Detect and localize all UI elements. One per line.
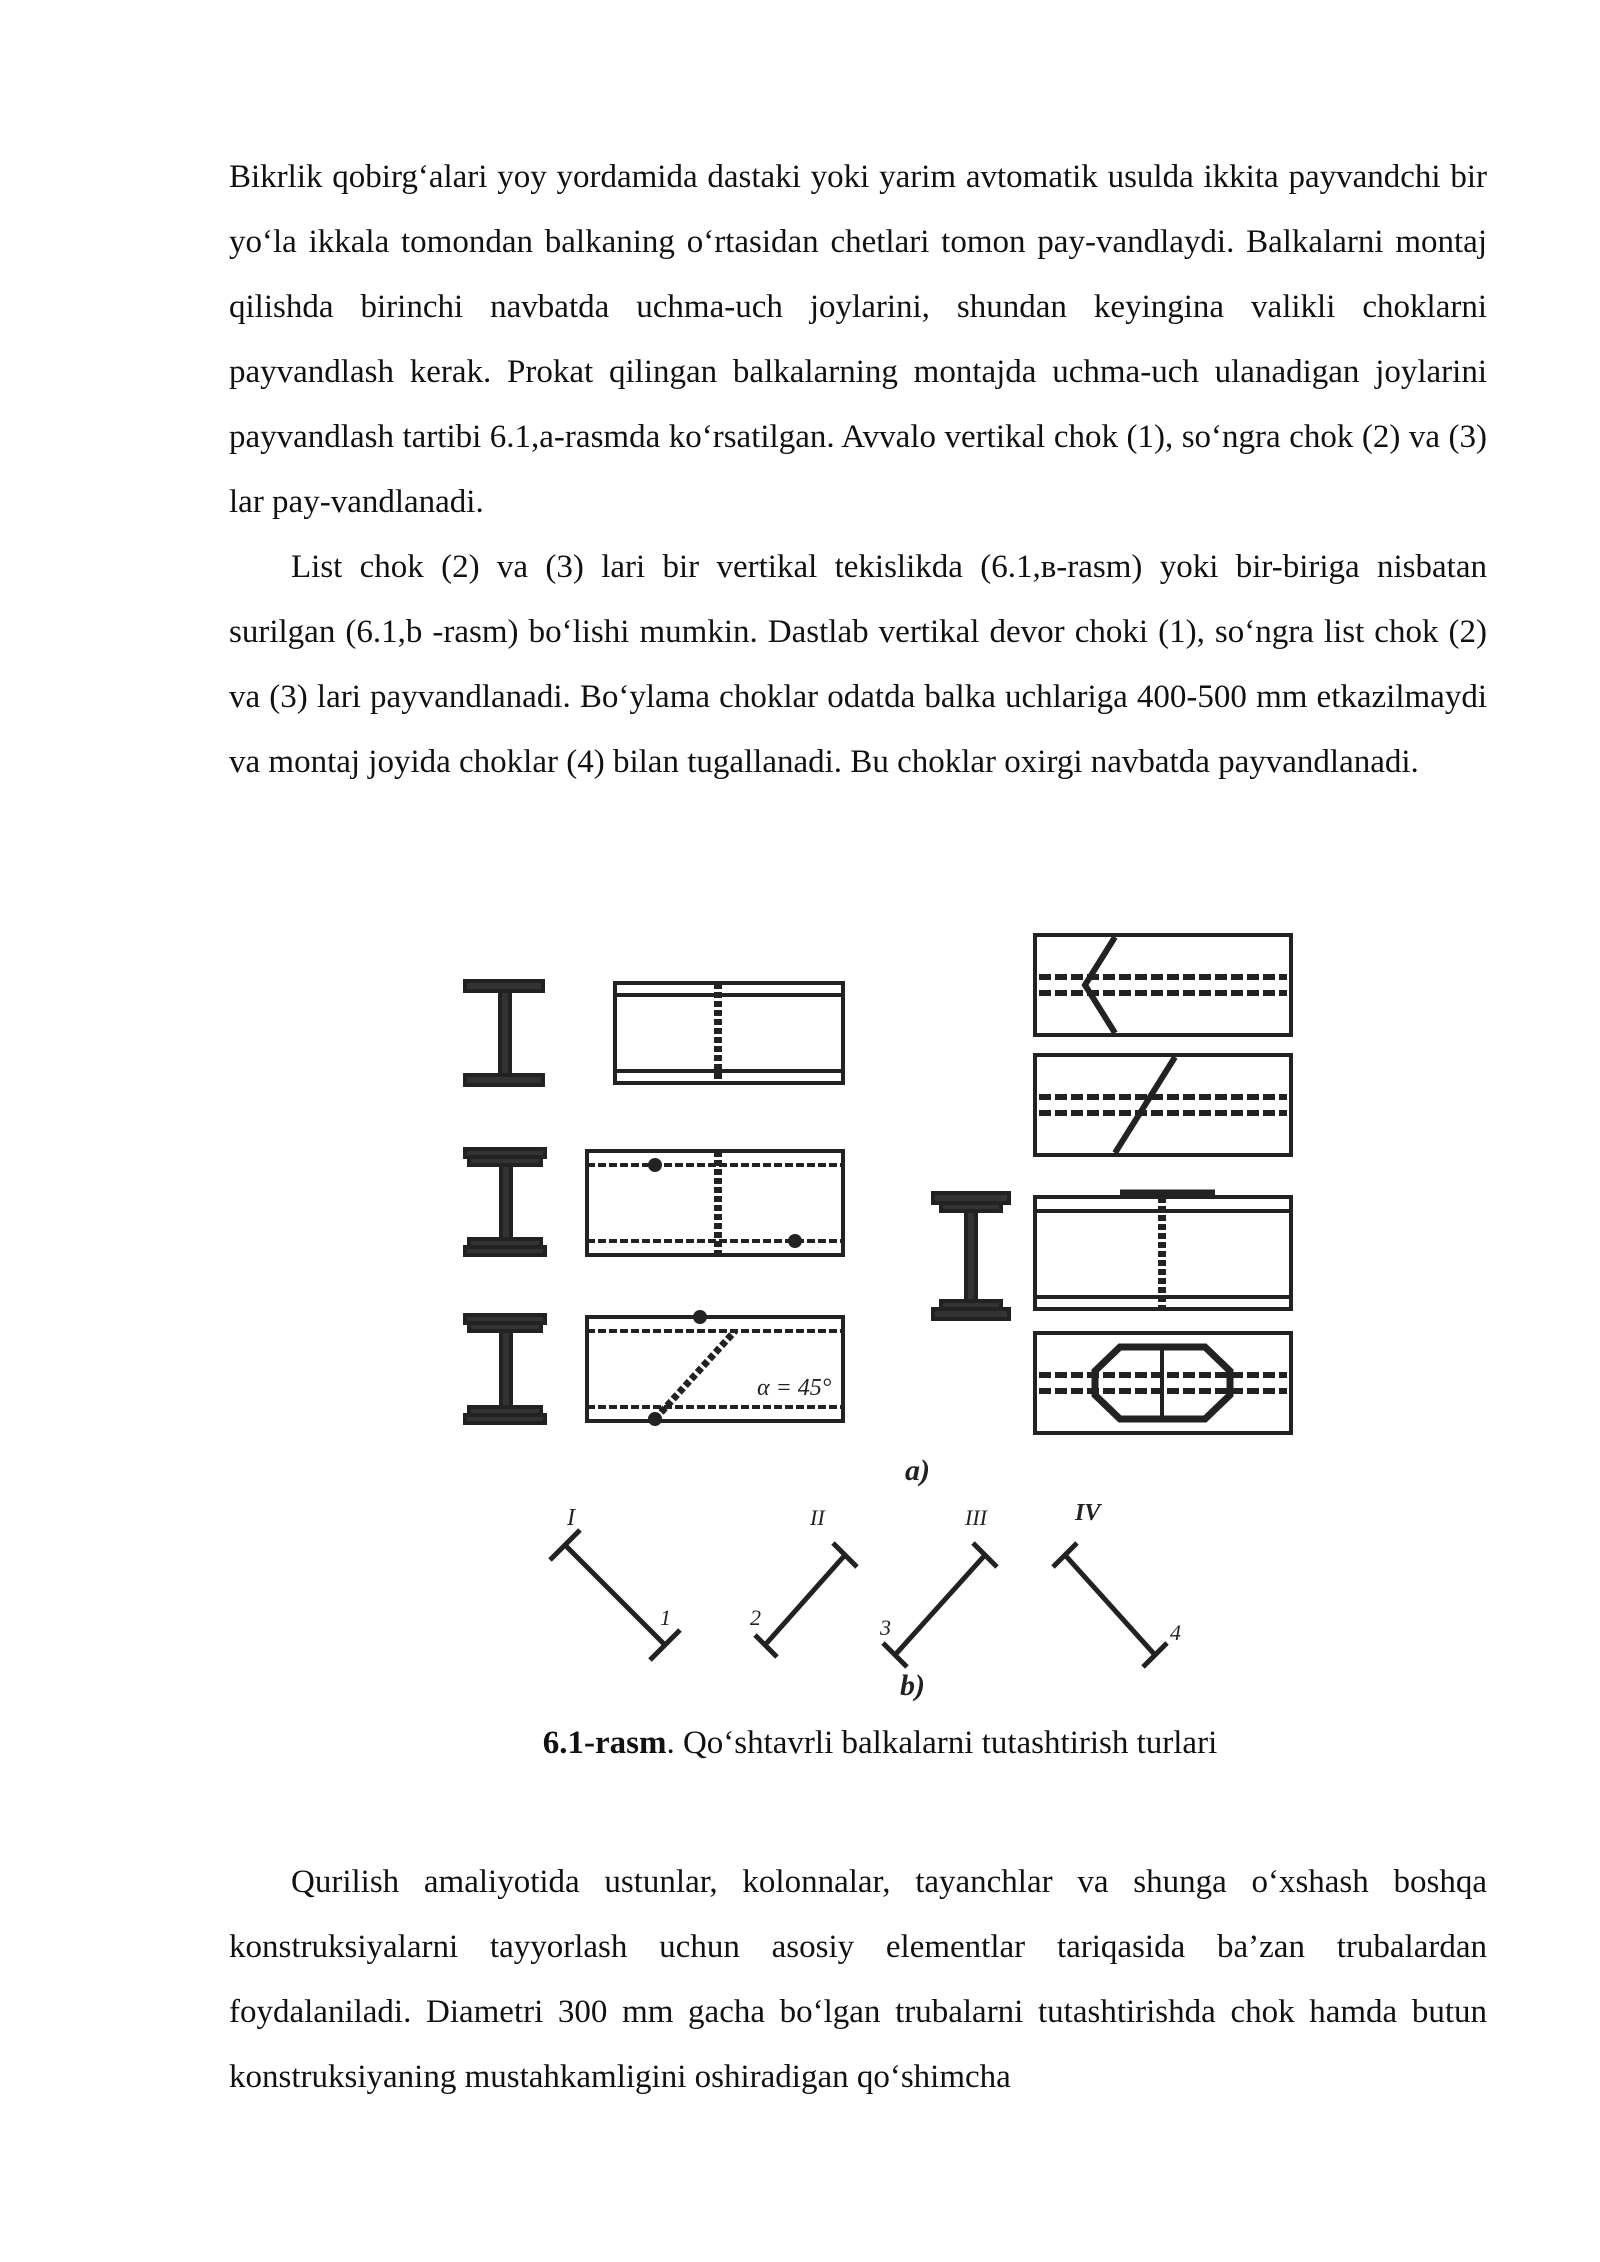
beam-elevation-1 (615, 983, 843, 1083)
figure-6-1 (455, 925, 1305, 1705)
beam-elevation-3-skew (587, 1312, 843, 1424)
label-b: b) (900, 1669, 925, 1702)
flange-plan-octagon (1035, 1333, 1291, 1433)
caption-text: . Qo‘shtavrli balkalarni tutashtirish turlari (666, 1725, 1218, 1761)
num-4: 4 (1170, 1620, 1181, 1645)
i-beam-section-1 (465, 981, 543, 1085)
paragraph-1: Bikrlik qobirg‘alari yoy yordamida dastaki yoki yarim avtomatik usulda ikkita payvandchi bir yo‘la ikkala tomondan balkaning o‘rtasidan chetlari tomon pay-vandlaydi. Balkalarni montaj qilishda birinchi navbatda uchma-uch joylarini, shundan keyingina valikli choklarni payvandlash kerak. Prokat qilingan balkalarning montajda uchma-uch ulanadigan joylarini payvandlash tartibi 6.1,a-rasmda ko‘rsatilgan. Avvalo vertikal chok (1), so‘ngra chok (2) va (3) lar pay-vandlanadi. (229, 159, 1487, 520)
figure-caption (0, 1723, 1600, 1763)
roman-I: I (567, 1505, 575, 1531)
i-beam-section-2 (465, 1149, 545, 1255)
beam-joint-drawing (455, 925, 1305, 1705)
i-beam-section-4 (933, 1193, 1009, 1319)
num-3-iii: 3 (880, 1615, 891, 1640)
beam-elevation-2 (587, 1151, 843, 1255)
roman-IV: IV (1075, 1500, 1101, 1526)
flange-plan-skew (1035, 1055, 1291, 1155)
roman-II: II (810, 1505, 825, 1530)
label-a: a) (905, 1454, 930, 1487)
flange-plan-chevron (1035, 935, 1291, 1035)
num-1: 1 (660, 1605, 671, 1630)
sketch-IV (1053, 1500, 1181, 1667)
sketch-II (750, 1505, 857, 1657)
paragraph-2: List chok (2) va (3) lari bir vertikal tekislikda (6.1,в-rasm) yoki bir-biriga nisbatan surilgan (6.1,b -rasm) bo‘lishi mumkin. Dastlab vertikal devor choki (1), so‘ngra list chok (2) va (3) lari payvandlanadi. Bo‘ylama choklar odatda balka uchlariga 400-500 mm etkazilmaydi va montaj joyida choklar (4) bilan tugallanadi. Bu choklar oxirgi navbatda payvandlanadi. (229, 549, 1487, 780)
sketch-III (879, 1505, 997, 1667)
beam-elevation-4 (1035, 1193, 1291, 1309)
angle-label: α = 45° (757, 1375, 832, 1401)
sketch-I (550, 1505, 680, 1660)
roman-III: III (965, 1505, 987, 1530)
paragraph-3: Qurilish amaliyotida ustunlar, kolonnalar, tayanchlar va shunga o‘xshash boshqa konstruksiyalarni tayyorlash uchun asosiy elementlar tariqasida ba’zan trubalardan foydalaniladi. Diametri 300 mm gacha bo‘lgan trubalarni tutashtirishda chok hamda butun konstruksiyaning mustahkamligini oshiradigan qo‘shimcha (229, 1864, 1487, 2095)
caption-number: 6.1-rasm (542, 1725, 667, 1761)
body-text-top (229, 145, 1487, 795)
num-2-ii: 2 (750, 1605, 761, 1630)
i-beam-section-3 (465, 1315, 545, 1423)
body-text-bottom (229, 1850, 1487, 2110)
